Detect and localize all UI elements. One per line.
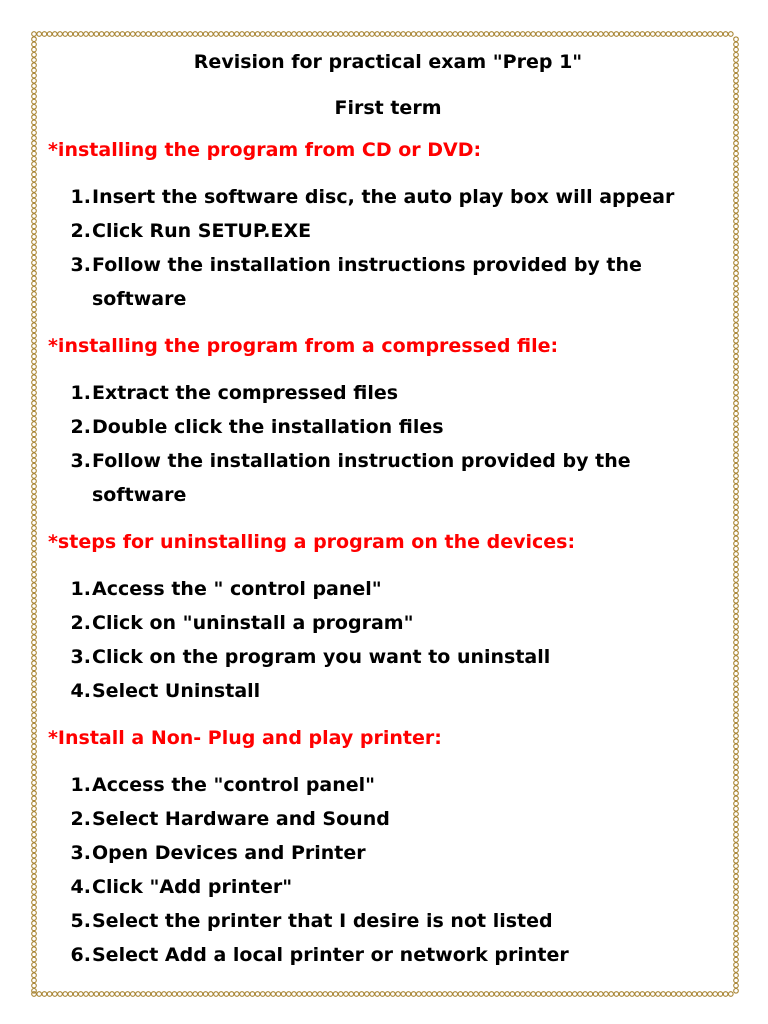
- list-item: [48, 836, 728, 870]
- list-item: [48, 180, 728, 214]
- document-subtitle: First term: [334, 97, 442, 119]
- step-text: Select Add a local printer or network printer: [92, 944, 569, 966]
- list-item: [48, 768, 728, 802]
- sections-container: [48, 138, 728, 972]
- section-heading: *steps for uninstalling a program on the devices:: [48, 531, 576, 553]
- step-text: Follow the installation instruction provided by the software: [92, 450, 631, 506]
- list-item: [48, 248, 728, 316]
- step-text: Insert the software disc, the auto play box will appear: [92, 186, 675, 208]
- step-text: Select Hardware and Sound: [92, 808, 390, 830]
- step-text: Extract the compressed files: [92, 382, 399, 404]
- list-item: [48, 376, 728, 410]
- section-4: [48, 726, 728, 972]
- section-heading: *installing the program from a compressed file:: [48, 335, 559, 357]
- step-number: 4.: [70, 680, 91, 702]
- document-page: [48, 50, 728, 980]
- step-number: 1.: [70, 186, 91, 208]
- list-item: [48, 674, 728, 708]
- step-number: 3.: [70, 646, 91, 668]
- section-heading: *installing the program from CD or DVD:: [48, 139, 482, 161]
- step-text: Click on "uninstall a program": [92, 612, 414, 634]
- step-text: Follow the installation instructions provided by the software: [92, 254, 642, 310]
- step-text: Select Uninstall: [92, 680, 261, 702]
- steps-list: [48, 768, 728, 972]
- step-number: 1.: [70, 774, 91, 796]
- list-item: [48, 444, 728, 512]
- step-number: 4.: [70, 876, 91, 898]
- step-number: 2.: [70, 808, 91, 830]
- section-1: [48, 138, 728, 316]
- list-item: [48, 410, 728, 444]
- steps-list: [48, 376, 728, 512]
- step-text: Click Run SETUP.EXE: [92, 220, 312, 242]
- list-item: [48, 870, 728, 904]
- step-number: 1.: [70, 382, 91, 404]
- section-3: [48, 530, 728, 708]
- list-item: [48, 938, 728, 972]
- steps-list: [48, 572, 728, 708]
- step-number: 2.: [70, 612, 91, 634]
- step-number: 1.: [70, 578, 91, 600]
- step-text: Access the " control panel": [92, 578, 382, 600]
- step-number: 3.: [70, 842, 91, 864]
- section-2: [48, 334, 728, 512]
- step-text: Open Devices and Printer: [92, 842, 366, 864]
- step-text: Click on the program you want to uninstall: [92, 646, 551, 668]
- step-number: 2.: [70, 220, 91, 242]
- step-text: Double click the installation files: [92, 416, 444, 438]
- step-number: 3.: [70, 450, 91, 472]
- step-text: Access the "control panel": [92, 774, 376, 796]
- step-number: 5.: [70, 910, 91, 932]
- list-item: [48, 606, 728, 640]
- step-text: Click "Add printer": [92, 876, 293, 898]
- step-number: 3.: [70, 254, 91, 276]
- step-number: 6.: [70, 944, 91, 966]
- section-heading: *Install a Non- Plug and play printer:: [48, 727, 442, 749]
- list-item: [48, 572, 728, 606]
- list-item: [48, 802, 728, 836]
- steps-list: [48, 180, 728, 316]
- step-number: 2.: [70, 416, 91, 438]
- list-item: [48, 904, 728, 938]
- document-title: Revision for practical exam "Prep 1": [193, 51, 583, 73]
- step-text: Select the printer that I desire is not listed: [92, 910, 553, 932]
- list-item: [48, 640, 728, 674]
- list-item: [48, 214, 728, 248]
